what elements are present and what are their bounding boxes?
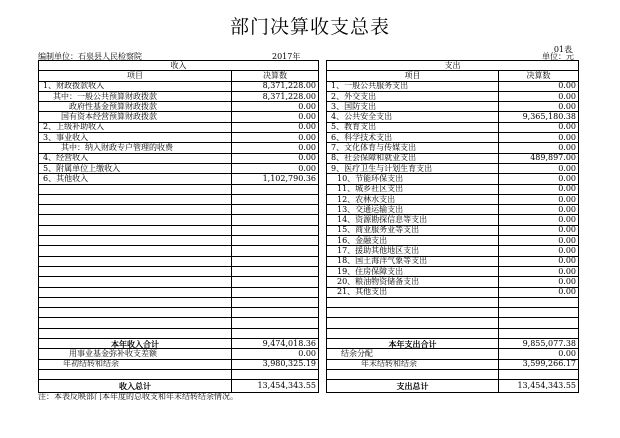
table-row — [39, 236, 579, 246]
expense-item-label: 17、援助其他地区支出 — [327, 246, 499, 256]
expense-item-label: 8、社会保障和就业支出 — [327, 153, 499, 163]
expense-item-label: 6、科学技术支出 — [327, 133, 499, 143]
table-row — [39, 266, 579, 276]
income-empty-cell — [232, 287, 319, 297]
expense-total-label: 本年支出合计 — [327, 339, 499, 349]
expense-item-amount: 489,897.00 — [499, 153, 579, 163]
income-empty-cell — [232, 236, 319, 246]
expense-item-label: 18、国土海洋气象等支出 — [327, 256, 499, 266]
income-empty-cell — [39, 318, 232, 328]
expense-item-amount: 0.00 — [499, 163, 579, 173]
income-item-amount: 0.00 — [232, 153, 319, 163]
table-row — [39, 349, 579, 359]
expense-item-amount: 0.00 — [499, 122, 579, 132]
income-empty-cell — [232, 297, 319, 307]
expense-empty-cell — [499, 369, 579, 379]
income-empty-cell — [39, 236, 232, 246]
income-item-label: 5、附属单位上缴收入 — [39, 163, 232, 173]
expense-item-label: 2、外交支出 — [327, 91, 499, 101]
income-extra-label: 年初结转和结余 — [39, 359, 232, 369]
table-row — [39, 122, 579, 132]
expense-item-label: 21、其他支出 — [327, 287, 499, 297]
expense-item-label: 9、医疗卫生与计划生育支出 — [327, 163, 499, 173]
table-row — [39, 143, 579, 153]
table-row — [39, 369, 579, 379]
expense-item-amount: 0.00 — [499, 215, 579, 225]
income-extra-label: 用事业基金弥补收支差额 — [39, 349, 232, 359]
table-row — [39, 287, 579, 297]
table-row — [39, 205, 579, 215]
income-item-amount: 0.00 — [232, 163, 319, 173]
income-empty-cell — [39, 184, 232, 194]
expense-item-amount: 0.00 — [499, 287, 579, 297]
expense-item-label: 11、城乡社区支出 — [327, 184, 499, 194]
income-item-amount: 8,371,228.00 — [232, 81, 319, 91]
expense-item-amount: 0.00 — [499, 194, 579, 204]
expense-item-label: 14、资源勘探信息等支出 — [327, 215, 499, 225]
income-item-header: 项目 — [39, 71, 232, 81]
expense-empty-cell — [327, 297, 499, 307]
income-empty-cell — [232, 194, 319, 204]
table-row — [39, 246, 579, 256]
currency-unit: 单位：元 — [542, 52, 574, 61]
income-empty-cell — [39, 194, 232, 204]
income-extra-amount: 0.00 — [232, 349, 319, 359]
income-empty-cell — [232, 184, 319, 194]
expense-empty-cell — [327, 328, 499, 338]
income-empty-cell — [232, 266, 319, 276]
expense-empty-cell — [327, 308, 499, 318]
expense-empty-cell — [499, 318, 579, 328]
expense-item-label: 7、文化体育与传媒支出 — [327, 143, 499, 153]
table-row — [39, 256, 579, 266]
income-empty-cell — [232, 308, 319, 318]
expense-extra-label: 年末结转和结余 — [327, 359, 499, 369]
table-row — [39, 328, 579, 338]
income-item-amount: 0.00 — [232, 112, 319, 122]
expense-amount-header: 决算数 — [499, 71, 579, 81]
expense-item-label: 13、交通运输支出 — [327, 205, 499, 215]
expense-item-label: 15、商业服务业等支出 — [327, 225, 499, 235]
income-section-header: 收入 — [39, 61, 319, 71]
expense-section-header: 支出 — [327, 61, 579, 71]
expense-item-header: 项目 — [327, 71, 499, 81]
income-empty-cell — [232, 256, 319, 266]
income-empty-cell — [39, 246, 232, 256]
income-empty-cell — [232, 328, 319, 338]
income-empty-cell — [39, 215, 232, 225]
income-empty-cell — [39, 205, 232, 215]
expense-item-label: 4、公共安全支出 — [327, 112, 499, 122]
income-item-amount: 0.00 — [232, 102, 319, 112]
expense-item-amount: 0.00 — [499, 256, 579, 266]
expense-item-amount: 0.00 — [499, 184, 579, 194]
footnote: 注：本表反映部门本年度的总收支和年末结转结余情况。 — [38, 392, 238, 401]
income-empty-cell — [232, 205, 319, 215]
expense-item-label: 3、国防支出 — [327, 102, 499, 112]
income-empty-cell — [39, 277, 232, 287]
expense-item-label: 20、粮油物资储备支出 — [327, 277, 499, 287]
expense-item-amount: 0.00 — [499, 266, 579, 276]
income-empty-cell — [39, 297, 232, 307]
section-header-row — [39, 61, 579, 71]
income-empty-cell — [39, 266, 232, 276]
expense-item-amount: 0.00 — [499, 133, 579, 143]
income-item-amount: 0.00 — [232, 122, 319, 132]
report-title: 部门决算收支总表 — [229, 16, 390, 38]
expense-item-amount: 0.00 — [499, 174, 579, 184]
income-empty-cell — [39, 308, 232, 318]
income-item-label: 6、其他收入 — [39, 174, 232, 184]
expense-item-label: 19、住房保障支出 — [327, 266, 499, 276]
expense-item-label: 12、农林水支出 — [327, 194, 499, 204]
table-row — [39, 225, 579, 235]
table-row — [39, 102, 579, 112]
compiling-unit: 编制单位：石泉县人民检察院 — [38, 52, 142, 61]
income-empty-cell — [39, 225, 232, 235]
expense-item-label: 16、金融支出 — [327, 236, 499, 246]
table-row — [39, 112, 579, 122]
expense-empty-cell — [499, 297, 579, 307]
expense-item-amount: 0.00 — [499, 246, 579, 256]
table-row — [39, 308, 579, 318]
report-year: 2017年 — [272, 52, 301, 61]
income-empty-cell — [232, 215, 319, 225]
income-amount-header: 决算数 — [232, 71, 319, 81]
expense-empty-cell — [327, 369, 499, 379]
income-empty-cell — [39, 328, 232, 338]
expense-item-label: 5、教育支出 — [327, 122, 499, 132]
expense-grand-total-amount: 13,454,343.55 — [499, 380, 579, 393]
income-item-label: 国有资本经营预算财政拨款 — [39, 112, 232, 122]
expense-item-amount: 0.00 — [499, 91, 579, 101]
table-row — [39, 297, 579, 307]
expense-item-label: 10、节能环保支出 — [327, 174, 499, 184]
table-row — [39, 91, 579, 101]
income-empty-cell — [232, 225, 319, 235]
expense-item-amount: 0.00 — [499, 102, 579, 112]
income-extra-amount: 3,980,325.19 — [232, 359, 319, 369]
income-item-label: 其中：一般公共预算财政拨款 — [39, 91, 232, 101]
income-total-label: 本年收入合计 — [39, 339, 232, 349]
expense-item-label: 1、一般公共服务支出 — [327, 81, 499, 91]
income-grand-total-label: 收入总计 — [39, 380, 232, 393]
table-row — [39, 318, 579, 328]
income-item-amount: 0.00 — [232, 133, 319, 143]
income-expense-table — [38, 60, 579, 393]
expense-item-amount: 0.00 — [499, 205, 579, 215]
income-empty-cell — [39, 369, 232, 379]
expense-item-amount: 0.00 — [499, 225, 579, 235]
table-row — [39, 277, 579, 287]
income-total-amount: 9,474,018.36 — [232, 339, 319, 349]
expense-extra-label: 结余分配 — [327, 349, 499, 359]
income-item-label: 4、经营收入 — [39, 153, 232, 163]
table-row — [39, 133, 579, 143]
expense-empty-cell — [499, 328, 579, 338]
expense-empty-cell — [327, 318, 499, 328]
income-item-label: 3、事业收入 — [39, 133, 232, 143]
column-header-row — [39, 71, 579, 81]
income-item-amount: 0.00 — [232, 143, 319, 153]
income-empty-cell — [232, 369, 319, 379]
table-row — [39, 153, 579, 163]
income-empty-cell — [232, 277, 319, 287]
table-row — [39, 174, 579, 184]
table-row — [39, 194, 579, 204]
expense-extra-amount: 3,599,266.17 — [499, 359, 579, 369]
form-number: 01表 — [553, 45, 572, 54]
income-item-amount: 1,102,790.36 — [232, 174, 319, 184]
expense-item-amount: 0.00 — [499, 143, 579, 153]
table-row — [39, 163, 579, 173]
expense-total-amount: 9,855,077.38 — [499, 339, 579, 349]
table-row — [39, 339, 579, 349]
expense-item-amount: 0.00 — [499, 81, 579, 91]
table-row — [39, 184, 579, 194]
income-empty-cell — [232, 246, 319, 256]
income-item-label: 政府性基金预算财政拨款 — [39, 102, 232, 112]
expense-extra-amount: 0.00 — [499, 349, 579, 359]
expense-item-amount: 0.00 — [499, 277, 579, 287]
income-item-amount: 8,371,228.00 — [232, 91, 319, 101]
expense-empty-cell — [499, 308, 579, 318]
expense-grand-total-label: 支出总计 — [327, 380, 499, 393]
income-grand-total-amount: 13,454,343.55 — [232, 380, 319, 393]
income-empty-cell — [39, 287, 232, 297]
income-item-label: 其中：纳入财政专户管理的收费 — [39, 143, 232, 153]
income-empty-cell — [232, 318, 319, 328]
income-item-label: 2、上级补助收入 — [39, 122, 232, 132]
table-row — [39, 359, 579, 369]
income-item-label: 1、财政拨款收入 — [39, 81, 232, 91]
expense-item-amount: 9,365,180.38 — [499, 112, 579, 122]
income-empty-cell — [39, 256, 232, 266]
table-row — [39, 81, 579, 91]
table-row — [39, 215, 579, 225]
expense-item-amount: 0.00 — [499, 236, 579, 246]
